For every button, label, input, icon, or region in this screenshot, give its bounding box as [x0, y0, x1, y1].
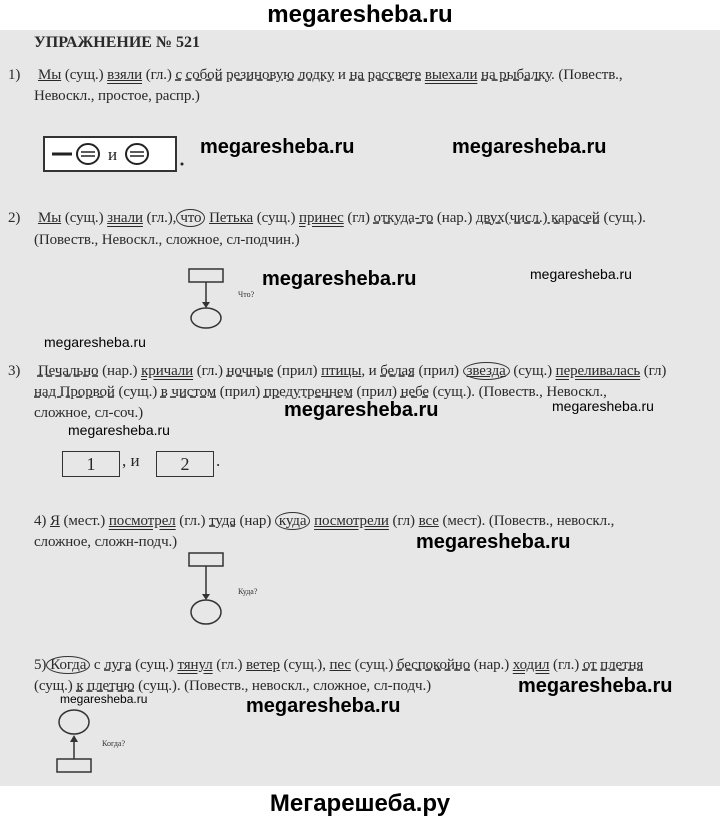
item3-word: (прил) [216, 384, 264, 400]
item2-word: (сущ.). [599, 210, 646, 226]
item4-word: посмотрели [314, 513, 389, 529]
item1-word: . (Повеств., [551, 67, 623, 83]
item2-word: что [176, 209, 205, 227]
item4-word: (нар) [235, 513, 275, 529]
item5-word: (сущ.), [279, 657, 330, 673]
item1-word: (гл.) [142, 67, 176, 83]
item3-word: в чистом [160, 384, 217, 400]
clause-box-2: 2 [156, 451, 214, 477]
watermark: megaresheba.ru [552, 398, 654, 414]
item2-line1 [8, 210, 646, 227]
item2-word: Мы [37, 210, 62, 226]
item3-word: предутреннем [263, 384, 353, 400]
scheme-and: и [108, 145, 118, 164]
item1-number: 1) [8, 67, 21, 83]
item4-word: куда [275, 512, 311, 530]
subordinate-clause-oval [59, 710, 89, 734]
item2-number: 2) [8, 210, 21, 226]
main-clause-box [189, 553, 223, 566]
item2-scheme [186, 266, 266, 332]
item4-word: туда [209, 513, 236, 529]
item4-scheme [186, 550, 276, 630]
scheme-question: Когда? [102, 739, 125, 748]
item4-line1 [34, 513, 614, 530]
main-clause-box [57, 759, 91, 772]
item5-word: Когда [46, 656, 90, 674]
item5-word: (сущ.). (Повеств., невоскл., сложное, сл-подч.) [134, 678, 431, 694]
item2-word: Петька [209, 210, 254, 226]
arrow-up-icon [70, 735, 78, 742]
item5-word: (сущ.) [350, 657, 397, 673]
item3-word: (сущ.) [509, 363, 556, 379]
item4-word: Я [49, 513, 60, 529]
item3-line1 [8, 363, 666, 380]
subordinate-clause-oval [191, 308, 221, 328]
item1-word: (сущ.) [61, 67, 108, 83]
item2-word: знали [107, 210, 143, 226]
item3-number: 3) [8, 363, 21, 379]
item3-word: птицы [321, 363, 362, 379]
item1-word: Мы [37, 67, 62, 83]
watermark: megaresheba.ru [262, 268, 417, 290]
watermark: megaresheba.ru [518, 675, 673, 697]
item2-word: (гл.), [142, 210, 177, 226]
item3-word: (сущ.) [114, 384, 161, 400]
watermark: megaresheba.ru [60, 692, 148, 706]
item3-word: , и [361, 363, 381, 379]
item5-word: ходил [512, 657, 550, 673]
item5-word: (гл.) [212, 657, 247, 673]
item5-scheme [54, 706, 154, 776]
scheme-question: Куда? [238, 587, 258, 596]
item5-word: (нар.) [470, 657, 513, 673]
watermark: megaresheba.ru [44, 334, 146, 350]
item2-word: (сущ.) [61, 210, 108, 226]
main-clause-box [189, 269, 223, 282]
item3-word: ночные [226, 363, 274, 379]
watermark: megaresheba.ru [246, 695, 401, 717]
item4-number: 4) [34, 513, 50, 529]
item5-word: тянул [177, 657, 213, 673]
item3-word: (гл.) [193, 363, 227, 379]
item1-word: на рыбалку [481, 67, 552, 83]
item2-word: (сущ.) [253, 210, 300, 226]
watermark: megaresheba.ru [200, 136, 355, 158]
scheme-question: Что? [238, 290, 255, 299]
item5-word: (сущ.) [34, 678, 77, 694]
item3-word: (сущ.). (Повеств., Невоскл., [428, 384, 607, 400]
item3-word: (нар.) [98, 363, 142, 379]
item3-word: (прил) [414, 363, 463, 379]
watermark: megaresheba.ru [68, 422, 170, 438]
item4-word: (гл.) [175, 513, 210, 529]
item3-word: (прил) [273, 363, 322, 379]
item2-word: откуда-то [373, 210, 434, 226]
item5-word: пес [329, 657, 351, 673]
item3-word: Печально [37, 363, 99, 379]
item4-word: посмотрел [108, 513, 176, 529]
item5-word: луга [104, 657, 132, 673]
item3-line3: сложное, сл-соч.) [34, 405, 143, 421]
item5-word: ветер [246, 657, 280, 673]
item3-word: белая [380, 363, 415, 379]
item5-line1 [34, 657, 643, 674]
item3-word: над Прорвой [34, 384, 115, 400]
item1-word: с собой резиновую лодку [175, 67, 335, 83]
item3-word: (прил) [352, 384, 401, 400]
item1-line1 [8, 67, 622, 84]
arrow-down-icon [202, 302, 210, 308]
item5-word: (гл.) [549, 657, 583, 673]
item3-word: (гл) [640, 363, 667, 379]
item1-word: выехали [424, 67, 478, 83]
exercise-title: УПРАЖНЕНИЕ № 521 [34, 34, 201, 51]
item2-word: принес [299, 210, 344, 226]
item1-word: взяли [107, 67, 143, 83]
item4-word: (мест). (Повеств., невоскл., [438, 513, 615, 529]
arrow-down-icon [202, 594, 210, 600]
item4-word: (мест.) [59, 513, 109, 529]
watermark: megaresheba.ru [416, 531, 571, 553]
item5-word: беспокойно [396, 657, 471, 673]
subordinate-clause-oval [191, 600, 221, 624]
comma-and: , и [122, 451, 140, 470]
item3-word: небе [400, 384, 429, 400]
scheme-dot: . [216, 451, 221, 470]
item5-word: от плетня [582, 657, 644, 673]
item5-word: с [90, 657, 105, 673]
item1-word: на рассвете [349, 67, 422, 83]
item3-word: переливалась [555, 363, 641, 379]
item4-word: (гл) [388, 513, 419, 529]
item5-word: к плетню [76, 678, 135, 694]
item2-word: (нар.) [433, 210, 476, 226]
watermark: megaresheba.ru [452, 136, 607, 158]
exercise-scan [0, 30, 720, 786]
item5-word: (сущ.) [131, 657, 178, 673]
watermark: megaresheba.ru [284, 399, 439, 421]
item1-word: и [334, 67, 350, 83]
item4-word: все [418, 513, 439, 529]
item2-line2: (Повеств., Невоскл., сложное, сл-подчин.) [34, 232, 300, 248]
site-footer[interactable]: Мегарешеба.ру [0, 786, 720, 821]
item1-line2: Невоскл., простое, распр.) [34, 88, 200, 104]
item5-number: 5) [34, 657, 47, 673]
item2-word: двух(числ.) карасей [475, 210, 600, 226]
item3-word: звезда [463, 362, 510, 380]
watermark: megaresheba.ru [530, 266, 632, 282]
item2-word: (гл) [343, 210, 374, 226]
item3-word: кричали [141, 363, 194, 379]
item4-line2: сложное, сложн-подч.) [34, 534, 178, 550]
clause-box-1: 1 [62, 451, 120, 477]
site-header[interactable]: megaresheba.ru [0, 0, 720, 30]
item1-scheme [40, 134, 190, 174]
